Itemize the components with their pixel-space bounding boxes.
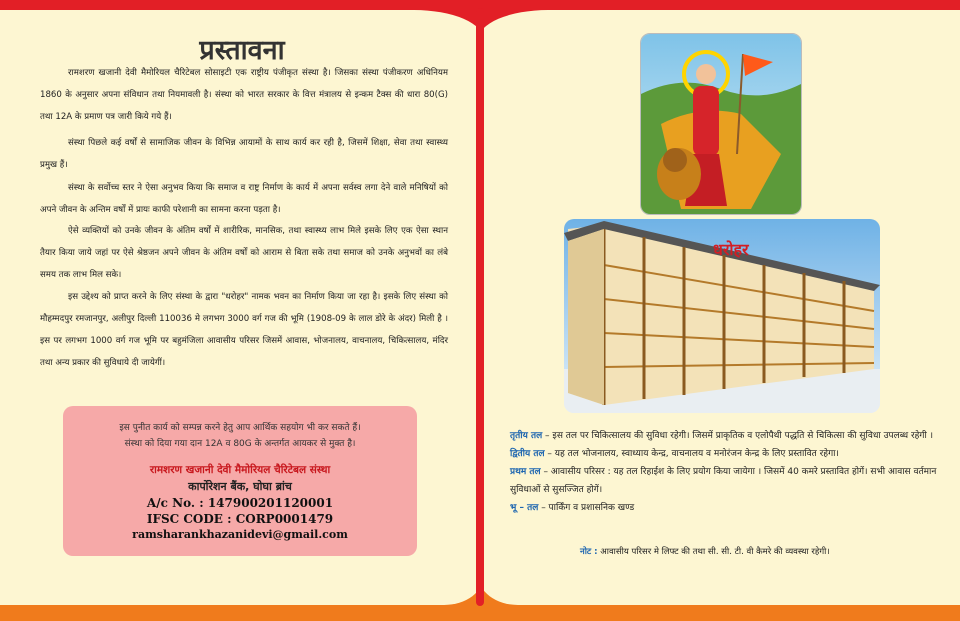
floor-name: तृतीय तल — [510, 431, 543, 441]
intro-paragraph-2: संस्था पिछले कई वर्षों से सामाजिक जीवन के विभिन्न आयामों के साथ कार्य कर रही है, जिसमें शिक्षा, सेवा तथा स्वास्थ्य प्रमुख हैं। — [40, 138, 448, 170]
floor-plan-list — [510, 427, 950, 517]
bharat-mata-image — [640, 33, 802, 215]
floor-description: – आवासीय परिसर : यह तल रिहाईश के लिए प्रयोग किया जायेगा । जिसमें 40 कमरे प्रस्तावित होगें। सभी आवास वर्तमान सुविधाओं से सुसज्जित होगें। — [510, 467, 937, 495]
donation-box — [63, 406, 417, 556]
building-name-label: धरोहर — [713, 240, 749, 259]
book-spine — [476, 8, 484, 606]
floor-description: – पार्किंग व प्रशासनिक खण्ड — [538, 503, 635, 513]
floor-item — [510, 463, 950, 499]
intro-paragraph-1: रामशरण खजानी देवी मैमोरियल चैरिटेबल सोसाइटी एक राष्ट्रीय पंजीकृत संस्था है। जिसका संस्था पंजीकरण अधिनियम 1860 के अनुसार अपना संविधान तथा नियमावली है। संस्था को भारत सरकार के वित्त मंत्रालय से इन्कम टैक्स की धारा 80(G) तथा 12A के प्रमाण पत्र जारी किये गये हैं। — [40, 68, 448, 122]
contact-email[interactable]: ramsharankhazanidevi@gmail.com — [132, 528, 348, 541]
bank-branch: कार्पोरेशन बैंक, घोघा ब्रांच — [188, 480, 292, 493]
floor-name: भू – तल — [510, 503, 539, 513]
floor-description: – इस तल पर चिकित्सालय की सुविधा रहेगी। जिसमें प्राकृतिक व एलोपैथी पद्धति से चिकित्सा की सुविधा उपलब्ध रहेगी । — [542, 431, 934, 441]
floor-item — [510, 427, 950, 445]
floor-name: प्रथम तल — [510, 467, 541, 477]
note-label: नोट : — [580, 547, 598, 557]
floor-item — [510, 445, 950, 463]
page-title: प्रस्तावना — [199, 35, 285, 66]
floor-item — [510, 499, 950, 517]
ifsc-code: IFSC CODE : CORP0001479 — [146, 512, 334, 526]
intro-paragraph-5: इस उद्देश्य को प्राप्त करने के लिए संस्था के द्वारा "धरोहर" नामक भवन का निर्माण किया जा रहा है। इसके लिए संस्था को मौहम्मदपुर रमजानपुर, अलीपुर दिल्ली 110036 मे लगभग 3000 वर्ग गज की भूमि (1908-09 के लाल डोरे के अंदर) मिली है । इस पर लगभग 1000 वर्ग गज भूमि पर बहुमंजिला आवासीय परिसर जिसमें आवास, भोजनालय, वाचनालय, चिकित्सालय, मंदिर तथा अन्य प्रकार की सुविधाये दी जायेगीं। — [40, 292, 448, 368]
note-text: आवासीय परिसर मे लिफ्ट की तथा सी. सी. टी. वी कैमरे की व्यवस्था रहेगी। — [597, 547, 830, 557]
note-line — [580, 546, 830, 557]
floor-name: द्वितीय तल — [510, 449, 545, 459]
intro-paragraph-4: ऐसे व्यक्तियों को उनके जीवन के अंतिम वर्षों में शारीरिक, मानसिक, तथा स्वास्थ्य लाभ मिले इसके लिए एक ऐसा स्थान तैयार किया जाये जहां पर ऐसे श्रेष्ठजन अपने जीवन के अंतिम वर्षों को आराम से बिता सके तथा समाज को उनके अनुभवों का लंबे समय तक लाभ मिल सके। — [40, 226, 448, 280]
donation-appeal: इस पुनीत कार्य को सम्पन्न करने हेतु आप आर्थिक सहयोग भी कर सकते हैं। — [119, 423, 361, 433]
account-number: A/c No. : 147900201120001 — [146, 496, 334, 510]
floor-description: – यह तल भोजनालय, स्वाध्याय केन्द्र, वाचनालय व मनोरंजन केन्द्र के लिए प्रस्तावित रहेगा। — [544, 449, 839, 459]
intro-paragraph-3: संस्था के सर्वोच्च स्तर ने ऐसा अनुभव किया कि समाज व राष्ट्र निर्माण के कार्य में अपना सर्वस्व लगा देने वाले मनिषियों को अपने जीवन के अन्तिम वर्षों में प्रायः काफी परेशानी का सामना करना पड़ता है। — [40, 183, 448, 215]
organization-name: रामशरण खजानी देवी मैमोरियल चैरिटेबल संस्था — [149, 464, 331, 476]
tax-exemption-note: संस्था को दिया गया दान 12A व 80G के अन्तर्गत आयकर से मुक्त है। — [124, 439, 356, 449]
